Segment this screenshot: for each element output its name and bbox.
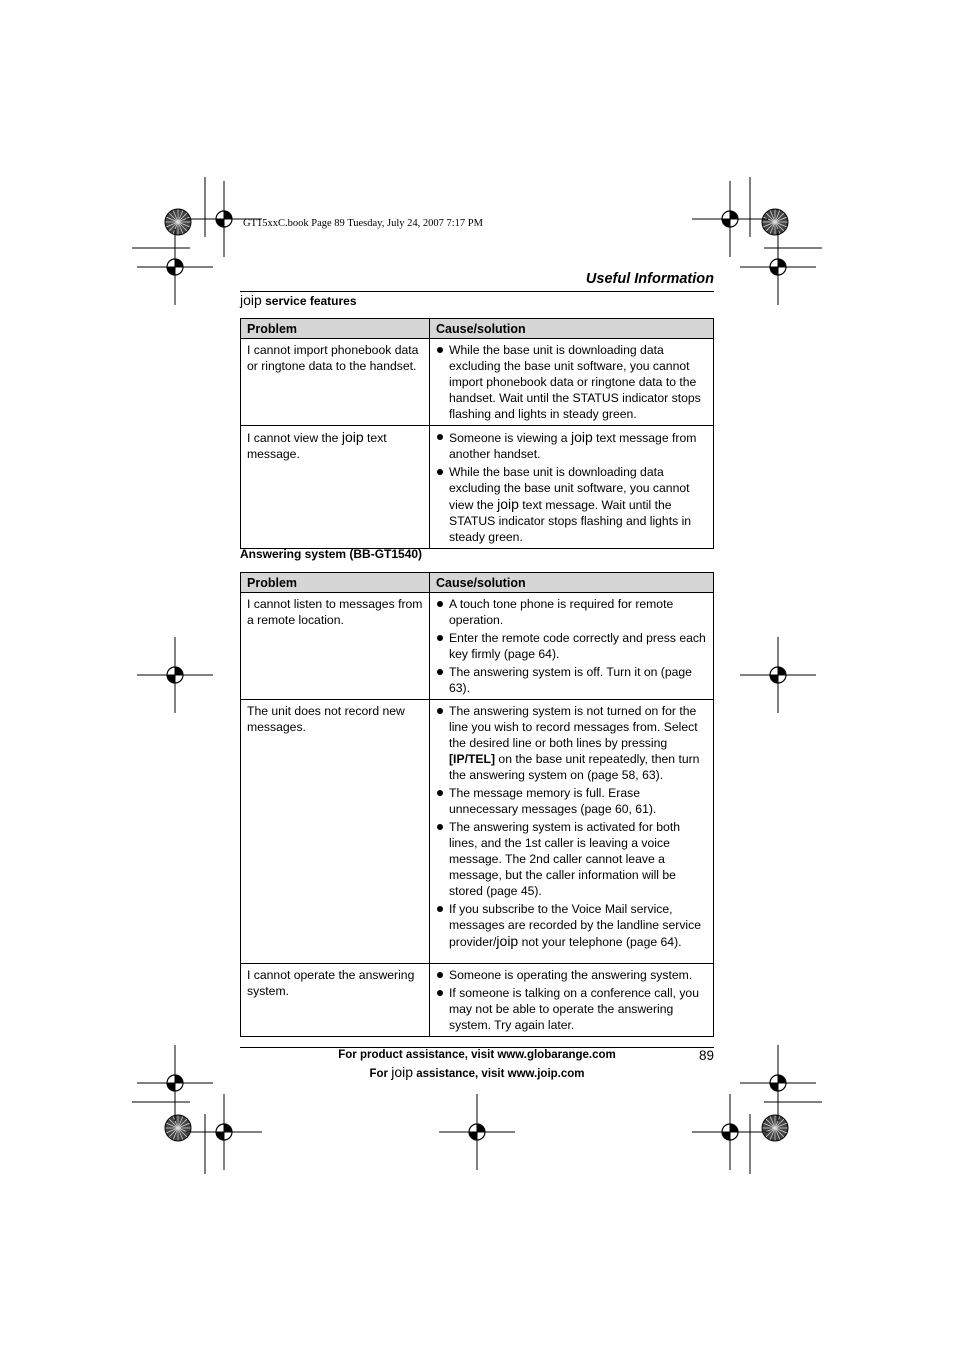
cause-item: While the base unit is downloading data excluding the base unit software, you cannot import phonebook data or ringtone data to the handset. Wait until the STATUS indicator stops flashing and lights in steady green. xyxy=(436,342,709,422)
cause-item: Someone is viewing a joip text message from another handset. xyxy=(436,429,709,462)
table-row xyxy=(241,339,714,426)
cause-item: Someone is operating the answering system. xyxy=(436,967,709,983)
table-row xyxy=(241,964,714,1037)
cause-header: Cause/solution xyxy=(430,573,714,593)
print-info: GT15xxC.book Page 89 Tuesday, July 24, 2007 7:17 PM xyxy=(243,218,483,229)
cause-header: Cause/solution xyxy=(430,319,714,339)
cause-cell xyxy=(430,426,714,549)
joip-brand: joip xyxy=(497,496,519,512)
problem-cell: The unit does not record new messages. xyxy=(241,700,430,964)
cause-item: While the base unit is downloading data excluding the base unit software, you cannot view the joip text message. Wait until the STATUS indicator stops flashing and lights in steady green. xyxy=(436,464,709,545)
cause-item: The answering system is activated for both lines, and the 1st caller is leaving a voice message. The 2nd caller cannot leave a message, but the caller information will be stored (page 45). xyxy=(436,819,709,899)
problem-cell: I cannot operate the answering system. xyxy=(241,964,430,1037)
problem-header: Problem xyxy=(241,573,430,593)
problem-cell: I cannot import phonebook data or ringtone data to the handset. xyxy=(241,339,430,426)
cause-item: The message memory is full. Erase unnecessary messages (page 60, 61). xyxy=(436,785,709,817)
table-header xyxy=(241,319,714,339)
cause-item: Enter the remote code correctly and press each key firmly (page 64). xyxy=(436,630,709,662)
joip-brand: joip xyxy=(570,429,593,445)
cause-item: If you subscribe to the Voice Mail service, messages are recorded by the landline service provider/joip not your telephone (page 64). xyxy=(436,901,709,950)
joip-brand: joip xyxy=(496,933,519,949)
problem-header: Problem xyxy=(241,319,430,339)
cause-cell xyxy=(430,593,714,700)
problem-cell: I cannot listen to messages from a remote location. xyxy=(241,593,430,700)
cause-cell xyxy=(430,700,714,964)
table-row xyxy=(241,426,714,549)
cause-item: The answering system is not turned on for the line you wish to record messages from. Select the desired line or both lines by pressing [IP/TEL] on the base unit repeatedly, then turn the answering system on (page 58, 63). xyxy=(436,703,709,783)
joip-brand: joip xyxy=(391,1064,414,1080)
cause-item: A touch tone phone is required for remote operation. xyxy=(436,596,709,628)
section-title: Useful Information xyxy=(585,271,714,287)
footer-product-assistance: For product assistance, visit www.globarange.com xyxy=(338,1049,616,1061)
cause-cell xyxy=(430,339,714,426)
cause-item: If someone is talking on a conference call, you may not be able to operate the answering system. Try again later. xyxy=(436,985,709,1033)
footer-joip-assistance: For joip assistance, visit www.joip.com xyxy=(369,1064,585,1080)
section-header xyxy=(240,270,714,292)
footer-rule xyxy=(240,1047,714,1048)
table-row xyxy=(241,593,714,700)
answering-system-table xyxy=(240,572,714,1037)
joip-brand: joip xyxy=(240,292,262,308)
cause-cell xyxy=(430,964,714,1037)
joip-features-title: joip service features xyxy=(240,292,357,308)
ip-tel-key: [IP/TEL] xyxy=(449,752,496,766)
cause-item: The answering system is off. Turn it on (page 63). xyxy=(436,664,709,696)
problem-cell: I cannot view the joip text message. xyxy=(241,426,430,549)
joip-brand: joip xyxy=(341,429,364,445)
joip-features-table xyxy=(240,318,714,549)
page-number: 89 xyxy=(698,1048,714,1063)
table-row xyxy=(241,700,714,964)
table-header xyxy=(241,573,714,593)
answering-system-title: Answering system (BB-GT1540) xyxy=(240,547,423,561)
